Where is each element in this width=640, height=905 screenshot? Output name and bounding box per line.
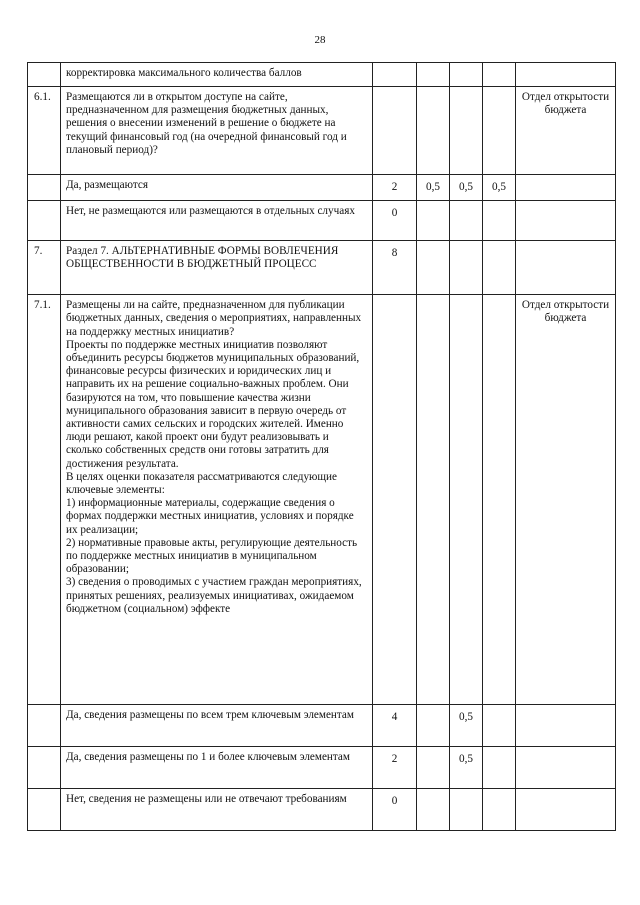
row-number: 6.1. <box>28 87 61 175</box>
coef-1 <box>417 705 450 747</box>
table-row <box>28 87 616 175</box>
coef-3 <box>483 747 516 789</box>
section-heading: Раздел 7. АЛЬТЕРНАТИВНЫЕ ФОРМЫ ВОВЛЕЧЕНИЯ ОБЩЕСТВЕННОСТИ В БЮДЖЕТНЫЙ ПРОЦЕСС <box>61 241 373 295</box>
coef-1 <box>417 295 450 705</box>
max-score: 0 <box>373 789 417 831</box>
coef-2 <box>450 87 483 175</box>
indicator-text: Да, сведения размещены по 1 и более ключевым элементам <box>61 747 373 789</box>
indicator-text: Нет, не размещаются или размещаются в отдельных случаях <box>61 201 373 241</box>
row-number <box>28 175 61 201</box>
indicator-text: корректировка максимального количества баллов <box>61 63 373 87</box>
coef-1 <box>417 63 450 87</box>
coef-3 <box>483 87 516 175</box>
coef-1 <box>417 747 450 789</box>
table-row <box>28 175 616 201</box>
table-row <box>28 789 616 831</box>
max-score: 2 <box>373 747 417 789</box>
row-number <box>28 747 61 789</box>
table-row <box>28 705 616 747</box>
coef-1 <box>417 241 450 295</box>
responsible-dept <box>516 705 616 747</box>
indicator-text: Да, размещаются <box>61 175 373 201</box>
coef-3 <box>483 295 516 705</box>
coef-2 <box>450 201 483 241</box>
max-score <box>373 295 417 705</box>
row-number <box>28 789 61 831</box>
indicator-text: Да, сведения размещены по всем трем ключевым элементам <box>61 705 373 747</box>
responsible-dept: Отдел открытости бюджета <box>516 295 616 705</box>
indicator-text: Размещены ли на сайте, предназначенном для публикации бюджетных данных, сведения о мероприятиях, направленных на поддержку местных инициатив? Проекты по поддержке местных инициатив позволяют объединить ресурсы бюджетов муниципальных образований, финансовые ресурсы физических и юридических лиц и направить их на решение социально-важных проблем. Они базируются на том, что повышение качества жизни муниципального образования зависит в первую очередь от активности самих сельских и городских жителей. Именно люди решают, какой проект они будут реализовывать и сколько собственных средств они готовы затратить для достижения результата. В целях оценки показателя рассматриваются следующие ключевые элементы: 1) информационные материалы, содержащие сведения о формах поддержки местных инициатив, условиях и порядке их реализации; 2) нормативные правовые акты, регулирующие деятельность по поддержке местных инициатив в муниципальном образовании; 3) сведения о проводимых с участием граждан мероприятиях, принятых решениях, реализуемых инициативах, ожидаемом бюджетном (социальном) эффекте <box>61 295 373 705</box>
responsible-dept <box>516 201 616 241</box>
responsible-dept <box>516 747 616 789</box>
max-score: 0 <box>373 201 417 241</box>
coef-3 <box>483 201 516 241</box>
row-number <box>28 705 61 747</box>
responsible-dept <box>516 175 616 201</box>
table-row <box>28 295 616 705</box>
table-row <box>28 241 616 295</box>
coef-1: 0,5 <box>417 175 450 201</box>
coef-3 <box>483 63 516 87</box>
responsible-dept <box>516 241 616 295</box>
coef-1 <box>417 87 450 175</box>
criteria-table <box>27 62 616 831</box>
row-number <box>28 63 61 87</box>
coef-2: 0,5 <box>450 705 483 747</box>
row-number: 7.1. <box>28 295 61 705</box>
table-row <box>28 63 616 87</box>
row-number <box>28 201 61 241</box>
max-score <box>373 63 417 87</box>
responsible-dept <box>516 789 616 831</box>
coef-2: 0,5 <box>450 747 483 789</box>
max-score: 2 <box>373 175 417 201</box>
max-score: 4 <box>373 705 417 747</box>
table-row <box>28 747 616 789</box>
table-row <box>28 201 616 241</box>
coef-1 <box>417 201 450 241</box>
indicator-text: Нет, сведения не размещены или не отвечают требованиям <box>61 789 373 831</box>
coef-3 <box>483 241 516 295</box>
coef-1 <box>417 789 450 831</box>
coef-3 <box>483 789 516 831</box>
coef-2 <box>450 295 483 705</box>
table-body <box>28 63 616 831</box>
row-number: 7. <box>28 241 61 295</box>
coef-2 <box>450 63 483 87</box>
max-score: 8 <box>373 241 417 295</box>
coef-2: 0,5 <box>450 175 483 201</box>
coef-2 <box>450 789 483 831</box>
coef-2 <box>450 241 483 295</box>
coef-3 <box>483 705 516 747</box>
responsible-dept <box>516 63 616 87</box>
coef-3: 0,5 <box>483 175 516 201</box>
indicator-text: Размещаются ли в открытом доступе на сайте, предназначенном для размещения бюджетных данных, решения о внесении изменений в решение о бюджете на текущий финансовый год (на очередной финансовый год и плановый период)? <box>61 87 373 175</box>
max-score <box>373 87 417 175</box>
page-number: 28 <box>314 34 326 46</box>
responsible-dept: Отдел открытости бюджета <box>516 87 616 175</box>
